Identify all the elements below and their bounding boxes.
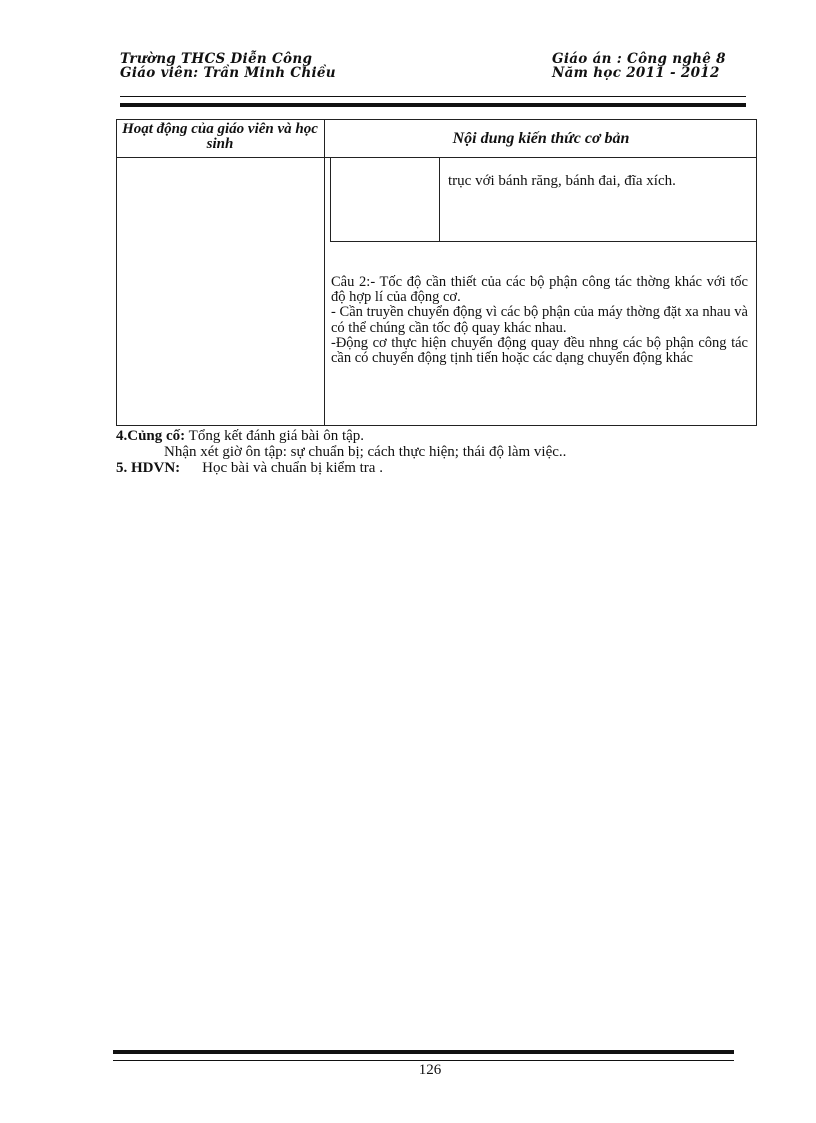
consolidation-text: Tổng kết đánh giá bài ôn tập. (188, 428, 365, 444)
answer-block (331, 275, 748, 366)
answer-paragraph: Câu 2:- Tốc độ cần thiết của các bộ phận công tác thờng khác với tốc độ hợp lí của động cơ. (331, 274, 748, 306)
review-comment: Nhận xét giờ ôn tập: sự chuẩn bị; cách thực hiện; thái độ làm việc.. (164, 444, 567, 460)
answer-paragraph: -Động cơ thực hiện chuyển động quay đều nhng các bộ phận công tác cần có chuyển động tịnh tiến hoặc các dạng chuyển động khác (331, 334, 748, 367)
homework-line (116, 460, 566, 476)
inner-table-text: trục với bánh răng, bánh đai, đĩa xích. (448, 173, 676, 189)
homework-text: Học bài và chuẩn bị kiểm tra . (202, 460, 383, 476)
header-left (120, 52, 336, 80)
consolidation-label: 4.Củng cố: (116, 428, 186, 444)
subject-title: Giáo án : Công nghệ 8 (552, 51, 726, 67)
teacher-name: Giáo viên: Trần Minh Chiều (120, 65, 336, 81)
school-year: Năm học 2011 - 2012 (552, 65, 720, 81)
homework-label: 5. HDVN: (116, 460, 181, 476)
school-name: Trường THCS Diễn Công (120, 51, 313, 67)
column-header-content: Nội dung kiến thức cơ bản (452, 130, 630, 147)
header-right (552, 52, 726, 80)
footer-rule (113, 1050, 734, 1061)
inner-table (330, 157, 757, 242)
column-header-activities: Hoạt động của giáo viên và học sinh (122, 121, 318, 152)
header-rule (120, 96, 746, 107)
consolidation-line (116, 428, 566, 444)
inner-table-divider (439, 157, 440, 242)
page-number: 126 (418, 1062, 442, 1078)
table-column-divider (324, 119, 325, 426)
answer-paragraph: - Cần truyền chuyển động vì các bộ phận của máy thờng đặt xa nhau và có thể chúng cần tốc độ quay khác nhau. (331, 304, 748, 336)
lesson-notes (116, 428, 566, 476)
